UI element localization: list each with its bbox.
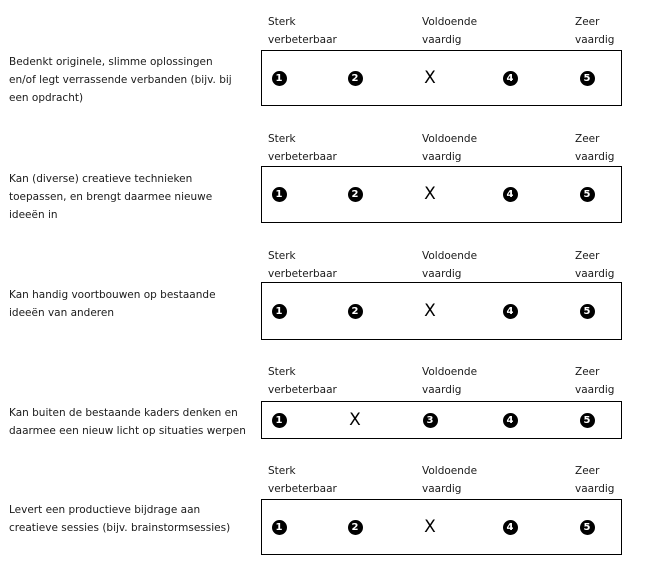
option-number-1: 1: [272, 187, 287, 202]
rating-option-3-selected[interactable]: [422, 184, 438, 204]
rating-option-5[interactable]: [579, 412, 595, 428]
selected-mark: X: [424, 67, 436, 88]
rating-option-4[interactable]: [502, 303, 518, 319]
option-number-5: 5: [580, 413, 595, 428]
scale-label-low: Sterk verbeterbaar: [268, 16, 337, 46]
rating-option-3-selected[interactable]: [422, 300, 438, 321]
item-description: Bedenkt originele, slimme oplossingen en/of legt verrassende verbanden (bijv. bij een opdracht): [9, 56, 232, 104]
scale-label-mid: Voldoende vaardig: [422, 366, 478, 396]
rating-option-2[interactable]: [347, 303, 363, 319]
option-number-1: 1: [272, 71, 287, 86]
scale-label-high: Zeer vaardig: [575, 465, 615, 495]
option-number-2: 2: [348, 520, 363, 535]
rating-option-2[interactable]: [347, 187, 363, 203]
scale-label-high: Zeer vaardig: [575, 366, 615, 396]
rating-option-4[interactable]: [502, 187, 518, 203]
rating-scale-box: [261, 50, 622, 106]
scale-label-high: Zeer vaardig: [575, 250, 615, 280]
rating-option-2-selected[interactable]: [347, 409, 363, 430]
option-number-4: 4: [503, 304, 518, 319]
option-number-5: 5: [580, 71, 595, 86]
rating-option-1[interactable]: [271, 70, 287, 86]
selected-mark: X: [349, 409, 361, 430]
option-number-2: 2: [348, 71, 363, 86]
rating-scale-box: [261, 282, 622, 340]
option-number-5: 5: [580, 520, 595, 535]
option-number-4: 4: [503, 413, 518, 428]
rating-option-1[interactable]: [271, 519, 287, 535]
option-number-4: 4: [503, 71, 518, 86]
option-number-2: 2: [348, 187, 363, 202]
option-number-1: 1: [272, 520, 287, 535]
rating-option-3-selected[interactable]: [422, 67, 438, 88]
option-number-1: 1: [272, 304, 287, 319]
rating-scale-box: [261, 166, 622, 223]
rating-scale-box: [261, 401, 622, 439]
option-number-4: 4: [503, 520, 518, 535]
scale-label-high: Zeer vaardig: [575, 16, 615, 46]
scale-label-mid: Voldoende vaardig: [422, 133, 478, 163]
scale-label-low: Sterk verbeterbaar: [268, 465, 337, 495]
option-number-2: 2: [348, 304, 363, 319]
selected-mark: X: [424, 516, 436, 537]
option-number-5: 5: [580, 187, 595, 202]
rating-scale-box: [261, 499, 622, 555]
rating-option-4[interactable]: [502, 519, 518, 535]
scale-label-low: Sterk verbeterbaar: [268, 366, 337, 396]
rating-option-4[interactable]: [502, 70, 518, 86]
rating-option-5[interactable]: [579, 303, 595, 319]
scale-label-mid: Voldoende vaardig: [422, 16, 478, 46]
rating-option-1[interactable]: [271, 303, 287, 319]
option-number-3: 3: [423, 413, 438, 428]
item-description: Kan handig voortbouwen op bestaande ideeën van anderen: [9, 289, 216, 319]
rating-option-1[interactable]: [271, 412, 287, 428]
scale-label-high: Zeer vaardig: [575, 133, 615, 163]
item-description: Levert een productieve bijdrage aan creatieve sessies (bijv. brainstormsessies): [9, 504, 231, 534]
rating-option-1[interactable]: [271, 187, 287, 203]
option-number-5: 5: [580, 304, 595, 319]
selected-mark: X: [424, 300, 436, 321]
rating-option-3-selected[interactable]: [422, 516, 438, 537]
option-number-4: 4: [503, 187, 518, 202]
rating-option-4[interactable]: [502, 412, 518, 428]
selected-mark: X: [424, 184, 436, 204]
item-description: Kan buiten de bestaande kaders denken en daarmee een nieuw licht op situaties werpen: [9, 407, 246, 437]
rating-option-5[interactable]: [579, 187, 595, 203]
rating-option-5[interactable]: [579, 519, 595, 535]
rating-option-3[interactable]: [422, 412, 438, 428]
rating-option-2[interactable]: [347, 70, 363, 86]
scale-label-low: Sterk verbeterbaar: [268, 133, 337, 163]
rating-option-2[interactable]: [347, 519, 363, 535]
item-description: Kan (diverse) creatieve technieken toepassen, en brengt daarmee nieuwe ideeën in: [9, 173, 213, 221]
scale-label-mid: Voldoende vaardig: [422, 465, 478, 495]
scale-label-low: Sterk verbeterbaar: [268, 250, 337, 280]
option-number-1: 1: [272, 413, 287, 428]
rating-option-5[interactable]: [579, 70, 595, 86]
scale-label-mid: Voldoende vaardig: [422, 250, 478, 280]
